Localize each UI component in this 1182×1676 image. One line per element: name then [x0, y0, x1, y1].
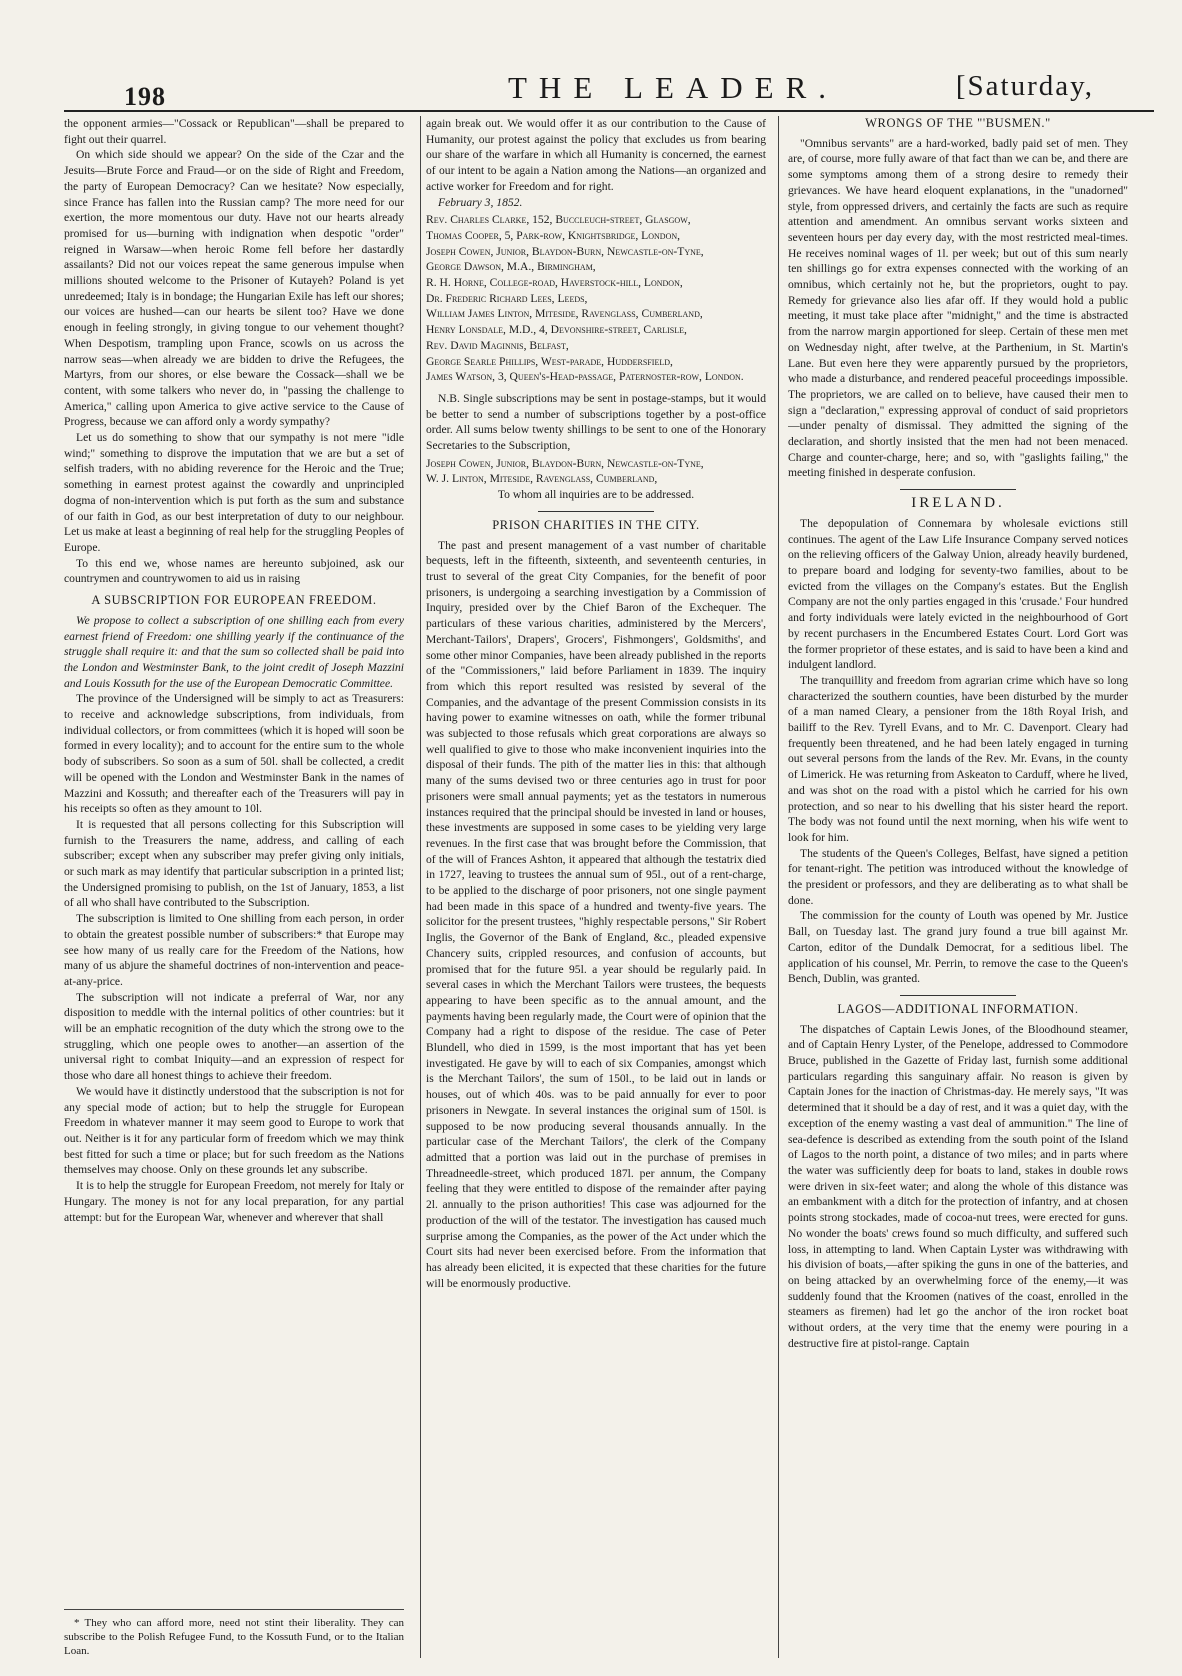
paragraph: The depopulation of Connemara by wholesale evictions still continues. The agent of the Law Life Insurance Company served notices on the relieving officers of the Galway Union, already heavily burdened, to prepare board and lodging for seventy-two families, about to be evicted from the villages on the Company's estates. But the English Company are not the only parties engaged in this 'crusade.' Four hundred and forty individuals were lately evicted in the neighbourhood of Gort by recent purchasers in the Encumbered Estates Court. Lord Gort was the former proprietor of these estates, and is said to have been a kind and indulgent landlord. [788, 516, 1128, 672]
paragraph: The commission for the county of Louth was opened by Mr. Justice Ball, on Tuesday last. The grand jury found a true bill against Mr. Carton, editor of the Dundalk Democrat, for a seditious libel. The application of his counsel, Mr. Perrin, to remove the case to the Queen's Bench, Dublin, was granted. [788, 909, 1128, 986]
signatory: George Dawson, M.A., Birmingham, [426, 260, 596, 274]
newspaper-title: THE LEADER. [508, 70, 839, 105]
section-heading: IRELAND. [911, 495, 1005, 512]
secretary: Joseph Cowen, Junior, Blaydon-Burn, Newcastle-on-Tyne, [426, 456, 704, 470]
signatory: William James Linton, Miteside, Ravenglass, Cumberland, [426, 307, 703, 321]
section-rule [900, 995, 1016, 996]
section-heading: LAGOS—ADDITIONAL INFORMATION. [837, 1001, 1079, 1016]
paragraph: It is requested that all persons collecting for this Subscription will furnish to the Treasurers the name, address, and calling of each subscriber; except when any subscriber may prefer giving only initials, or such mark as may identify that particular subscription in a printed list; the Undersigned promising to publish, on the 1st of January, 1853, a list of all who shall have contributed to the Subscription. [64, 817, 404, 910]
dateline: February 3, 1852. [438, 195, 523, 209]
section-heading: PRISON CHARITIES IN THE CITY. [492, 517, 700, 532]
signatory: Joseph Cowen, Junior, Blaydon-Burn, Newcastle-on-Tyne, [426, 244, 704, 258]
signatory: Henry Lonsdale, M.D., 4, Devonshire-street, Carlisle, [426, 323, 687, 337]
paragraph: On which side should we appear? On the side of the Czar and the Jesuits—Brute Force and Fraud—or on the side of Right and Freedom, the party of European Democracy? Can we hesitate? Now especially, since France has fallen into the Russian camp? The more need for our exertion, the more momentous our duty. Have not our hearts already promised for us—burning with indignation when despotic "order" reigned in Warsaw—when heroic Rome fell before her dastardly assailants? Did not our voices repeat the same generous impulse when millions shouted welcome to the Prisoner of Kutayeh? Poland is yet unredeemed; Italy is in bondage; the Hungarian Exile has left our shores; our voices are hushed—can our hearts be silent too? Have we done enough in feeling strongly, in giving tongue to our vehement thought? When Despotism, trampling upon France, scowls on us across the narrow seas—when already we are bidden to drive the Refugees, the Martyrs, from our shores, or else beware the Cossack—shall we be content, with some talkers who never do, in "passing the challenge to America," calling upon America to give active service to the Cause of Progress, because we can afford only a wordy sympathy? [64, 148, 404, 429]
columns [64, 116, 1154, 1658]
paragraph: The students of the Queen's Colleges, Belfast, have signed a petition for tenant-right. The petition was introduced without the knowledge of the president or professors, and they are deliberating as to what shall be done. [788, 846, 1128, 907]
footnote-text: * They who can afford more, need not stint their liberality. They can subscribe to the Polish Refugee Fund, to the Kossuth Fund, or to the Italian Loan. [64, 1617, 404, 1657]
paragraph: "Omnibus servants" are a hard-worked, badly paid set of men. They are, of course, more fully aware of that fact than we can be, and there are some symptoms among them of a strong desire to remedy their grievances. We have heard eloquent explanations, in the "unadorned" style, from oppressed drivers, and certainly the facts are such as require attention and amendment. An omnibus servant works sixteen and seventeen hours per day every day, with the most restricted meal-times. He receives nominal wages of 1l. per week; but out of this sum nearly ten shillings go for extra expenses connected with the working of an omnibus, which certainly not he, but the proprietors, ought to pay. Remedy for grievance also lies afar off. If they would hold a public meeting, it must take place after "midnight," and the time is abstracted from the narrow margin apportioned for sleep. Certain of these men met on Wednesday night, after twelve, at the Parthenium, in St. Martin's Lane. But even here they were apparently pursued by the proprietors, who made a disturbance, and rendered peaceful proceedings impossible. The proprietors, we are called on to believe, have caused their men to sign a "declaration," expressing approval of conduct of said proprietors—under penalty of dismissal. They admitted the signing of the declaration, and shortly insisted that the men had not been menaced. Charge and counter-charge, here; and so, with "gaslights failing," the meeting finished in desperate confusion. [788, 136, 1128, 480]
secretary-list [426, 456, 766, 487]
paragraph: The dispatches of Captain Lewis Jones, of the Bloodhound steamer, and of Captain Henry Lyster, of the Penelope, addressed to Commodore Bruce, published in the Gazette of Friday last, furnish some additional particulars regarding this sanguinary affair. No reason is given by Captain Jones for the inaction of Christmas-day. He merely says, "It was determined that it should be a day of rest, and it was a quiet day, with the exception of the enemy wasting a vast deal of ammunition." The line of sea-defence is described as extending from the south point of the Island of Lagos to the north point, a distance of two miles; and in parts where the water was sufficiently deep for boats to land, stakes in double rows were driven in six-feet water; and along the whole of this distance was an embankment with a ditch for the protection of infantry, and at chosen points strong stockades, made of cocoa-nut trees, were erected for guns. No wonder the boats' crews found so much difficulty, and suffered such loss, in attempting to land. When Captain Lyster was withdrawing with his division of boats,—after spiking the guns in one of the batteries, and on being attacked by an overwhelming force of the enemy,—it was suddenly found that the Kroomen (natives of the coast, enrolled in the steamers as firemen) had let go the anchor of the iron rocket boat without orders, at the very time that the enemy were pouring in a destructive fire at pistol-range. Captain [788, 1022, 1128, 1350]
column-2 [426, 116, 766, 1658]
signatory: Thomas Cooper, 5, Park-row, Knightsbridge, London, [426, 228, 681, 242]
column-3 [788, 116, 1128, 1658]
section-heading: WRONGS OF THE "'BUSMEN." [865, 116, 1051, 130]
paragraph: The subscription will not indicate a preferral of War, nor any disposition to meddle with the internal politics of other countries: but it will be an emphatic recognition of the duty which the strong owe to the struggling, which one people owes to another—an assertion of the universal right to combat Iniquity—and an expression of respect for those who dare all honest things to achieve their freedom. [64, 990, 404, 1083]
signatory: R. H. Horne, College-road, Haverstock-hill, London, [426, 276, 683, 290]
paragraph: N.B. Single subscriptions may be sent in postage-stamps, but it would be better to send a number of subscriptions together by a post-office order. All sums below twenty shillings to be sent to one of the Honorary Secretaries to the Subscription, [426, 391, 766, 453]
masthead [28, 0, 1154, 111]
paragraph: The tranquillity and freedom from agrarian crime which have so long characterized the southern counties, have been disturbed by the murder of a man named Cleary, a pensioner from the 18th Royal Irish, and bailiff to the Rev. Tyrell Evans, and to Mr. C. Davenport. Cleary had frequently been threatened, and he had been lately engaged in turning out several persons from the lands of the Rev. Mr. Evans, in the county of Limerick. He was returning from Askeaton to Carduff, where he lived, and was shot on the road with a pistol which he carried for his own protection, and so near to his dwelling that his sister heard the report. The body was not found until the next morning, when his wife went to look for him. [788, 673, 1128, 844]
column-1-body [64, 116, 404, 1592]
signatory: Rev. David Maginnis, Belfast, [426, 338, 569, 352]
section-heading: A SUBSCRIPTION FOR EUROPEAN FREEDOM. [91, 593, 377, 608]
section-rule [900, 489, 1016, 490]
masthead-rule [64, 110, 1154, 112]
signatory-list [426, 212, 766, 385]
paragraph: The past and present management of a vast number of charitable bequests, left in the fifteenth, sixteenth, and seventeenth centuries, in trust to several of the great City Companies, for the benefit of poor prisoners, is undergoing a searching investigation by a Commission of Inquiry, presided over by the Chief Baron of the Exchequer. The particulars of these various charities, administered by the Mercers', Merchant-Tailors', Drapers', Grocers', Fishmongers', Goldsmiths', and some other minor Companies, have been already published in the reports of the "Commissioners," laid before Parliament in 1839. The inquiry from which this report resulted was resisted by several of the Companies, and the advantage of the present Commission consists in its having power to examine witnesses on oath, while the former tribunal was subjected to those refusals which great corporations are always so well qualified to give to those who make inconvenient inquiries into the disposal of their funds. The pith of the matter lies in this: that although many of the sums devised two or three centuries ago in trust for poor prisoners were small annual payments; yet as the testators in numerous instances required that the principal should be invested in land or houses, these investments are supposed in some cases to be yielding very large revenues. In the first case that was brought before the Commission, that of the will of Frances Ashton, it appeared that although the testatrix died in 1727, leaving to trustees the annual sum of 95l., out of a rent-charge, to be applied to the discharge of poor prisoners, not one single payment had been made in this space of a hundred and twenty-five years. The solicitor for the present trustees, "highly respectable persons," Sir Robert Inglis, the Governor of the Bank of England, &c., pleaded expensive Chancery suits, crippled resources, and confusion of accounts, but promised that for the future 95l. a year should be regularly paid. In several cases in which the Merchant Tailors were trustees, the bequests appearing to have been specific as to the annual amount, and the payments having been regularly made, the Court were of opinion that the Company had a right to dispose of the residue. The case of Peter Blundell, who died in 1599, is the most important that has yet been investigated. He gave by will to each of six Companies, amongst which is the Merchant Tailors', the sum of 150l., to be laid out in lands or houses, out of which 40s. was to be paid annually for ever to poor prisoners in Newgate. In several instances the original sum of 150l. is supposed to be now producing several thousands annually. In the particular case of the Merchant Tailors', the clerk of the Company admitted that a portion was laid out in the purchase of premises in Threadneedle-street, which produced 187l. per annum, the Company feeling that they were entitled to dispose of the remainder after paying 2l. annually to the prison authorities! This case was adjourned for the production of the will of the testator. The investigation has caused much surprise among the Companies, as the power of the Act under which the Court sits had never been exercised before. From the information that has already been elicited, it is expected that these charities for the future will be enormously productive. [426, 538, 766, 1290]
secretary: W. J. Linton, Miteside, Ravenglass, Cumberland, [426, 472, 658, 486]
paragraph: The subscription is limited to One shilling from each person, in order to obtain the greatest possible number of subscribers:* that Europe may see how many of us really care for the Freedom of the Nations, how many of us abjure the shameful doctrines of non-intervention and peace-at-any-price. [64, 912, 404, 988]
paragraph: The province of the Undersigned will be simply to act as Treasurers: to receive and acknowledge subscriptions, from individuals, from individual collectors, or from committees (which it is hoped will soon be formed in every locality); and to account for the entire sum to the whole body of subscribers. So soon as a sum of 50l. shall be collected, a credit will be opened with the London and Westminster Bank in the names of Mazzini and Kossuth; and thereafter each of the Treasurers will pay in his receipts so often as they amount to 10l. [64, 692, 404, 816]
inquiries-note: To whom all inquiries are to be addressed. [497, 488, 695, 502]
footnote [64, 1609, 404, 1658]
paragraph: Let us do something to show that our sympathy is not mere "idle wind;" something to disprove the imputation that we are but a set of selfish traders, with no abiding reverence for the Heroic and the True; something in earnest protest against the cowardly and unprincipled dogma of non-intervention which is put forth as the sum and substance of our faith in God, as our best interpretation of duty to our neighbour. Let us make at least a beginning of real help for the struggling Peoples of Europe. [64, 431, 404, 554]
paragraph: We would have it distinctly understood that the subscription is not for any special mode of action; but to help the struggle for European Freedom in whatever manner it may seem good to Europe to work that out. Neither is it for any particular form of freedom which we may think best fitted for such a time or place; but for such freedom as the Nations themselves may choose. Only on these grounds let any subscribe. [64, 1084, 404, 1177]
signatory: Rev. Charles Clarke, 152, Buccleuch-street, Glasgow, [426, 213, 691, 227]
signatory: George Searle Phillips, West-parade, Huddersfield, [426, 354, 673, 368]
paragraph: To this end we, whose names are hereunto subjoined, ask our countrymen and countrywomen to aid us in raising [64, 556, 404, 586]
page-number: 198 [124, 82, 166, 111]
paragraph: It is to help the struggle for European Freedom, not merely for Italy or Hungary. The money is not for any local preparation, for any partial attempt: but for the European War, whenever and wherever that shall [64, 1179, 404, 1224]
italic-proposal: We propose to collect a subscription of one shilling each from every earnest friend of Freedom: one shilling yearly if the continuance of the struggle shall require it: and that the sum so collected shall be paid into the London and Westminster Bank, to the joint credit of Joseph Mazzini and Louis Kossuth for the use of the European Democratic Committee. [64, 613, 404, 690]
signatory: James Watson, 3, Queen's-Head-passage, Paternoster-row, London. [426, 370, 744, 384]
section-rule [538, 511, 654, 512]
paragraph: again break out. We would offer it as our contribution to the Cause of Humanity, our protest against the policy that excludes us from bearing our share of the warfare in which all Humanity is concerned, the earnest of our intent to be again a Nation among the Nations—an organized and active worker for Freedom and for right. [426, 117, 766, 193]
paragraph: the opponent armies—"Cossack or Republican"—shall be prepared to fight out their quarrel. [64, 117, 404, 146]
signatory: Dr. Frederic Richard Lees, Leeds, [426, 291, 588, 305]
issue-day: [Saturday, [955, 70, 1094, 102]
column-1 [64, 116, 404, 1658]
